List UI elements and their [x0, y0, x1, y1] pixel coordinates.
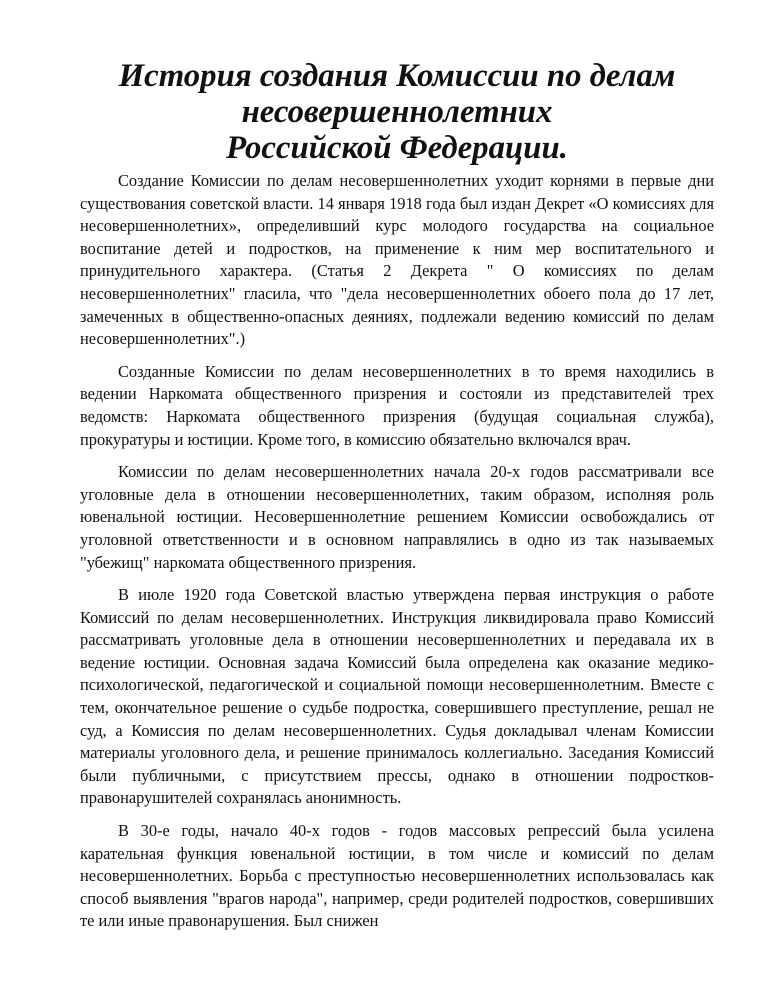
paragraph-1: Создание Комиссии по делам несовершеннолетних уходит корнями в первые дни существования советской власти. 14 января 1918 года был издан Декрет «О комиссиях для несовершеннолетних», определивший курс молодого государства на социальное воспитание детей и подростков, на применение к ним мер воспитательного и принудительного характера. (Статья 2 Декрета " О комиссиях по делам несовершеннолетних" гласила, что "дела несовершеннолетних обоего пола до 17 лет, замеченных в общественно-опасных деяниях, подлежали ведению комиссий по делам несовершеннолетних".) — [80, 171, 714, 349]
paragraph-5: В 30-е годы, начало 40-х годов - годов массовых репрессий была усилена карательная функция ювенальной юстиции, в том числе и комиссий по делам несовершеннолетних. Борьба с преступностью несовершеннолетних использовалась как способ выявления "врагов народа", например, среди родителей подростков, совершивших те или иные правонарушения. Был снижен — [80, 821, 714, 931]
document-page — [80, 58, 714, 933]
title-line-2: Российской Федерации. — [226, 130, 568, 166]
paragraph-3: Комиссии по делам несовершеннолетних начала 20-х годов рассматривали все уголовные дела в отношении несовершеннолетних, таким образом, исполняя роль ювенальной юстиции. Несовершеннолетние решением Комиссии освобождались от уголовной ответственности и в основном направлялись в одно из так называемых "убежищ" наркомата общественного призрения. — [80, 462, 714, 572]
paragraph-4: В июле 1920 года Советской властью утверждена первая инструкция о работе Комиссий по делам несовершеннолетних. Инструкция ликвидировала право Комиссий рассматривать уголовные дела в отношении несовершеннолетних и передавала их в ведение юстиции. Основная задача Комиссий была определена как оказание медико-психологической, педагогической и социальной помощи несовершеннолетним. Вместе с тем, окончательное решение о судьбе подростка, совершившего преступление, решал не суд, а Комиссия по делам несовершеннолетних. Судья докладывал членам Комиссии материалы уголовного дела, и решение принималось коллегиально. Заседания Комиссий были публичными, с присутствием прессы, однако в отношении подростков-правонарушителей сохранялась анонимность. — [80, 585, 714, 808]
document-title — [80, 58, 714, 166]
paragraph-2: Созданные Комиссии по делам несовершеннолетних в то время находились в ведении Наркомата общественного призрения и состояли из представителей трех ведомств: Наркомата общественного призрения (будущая социальная служба), прокуратуры и юстиции. Кроме того, в комиссию обязательно включался врач. — [80, 361, 714, 449]
title-line-1: История создания Комиссии по делам несовершеннолетних — [118, 58, 676, 130]
